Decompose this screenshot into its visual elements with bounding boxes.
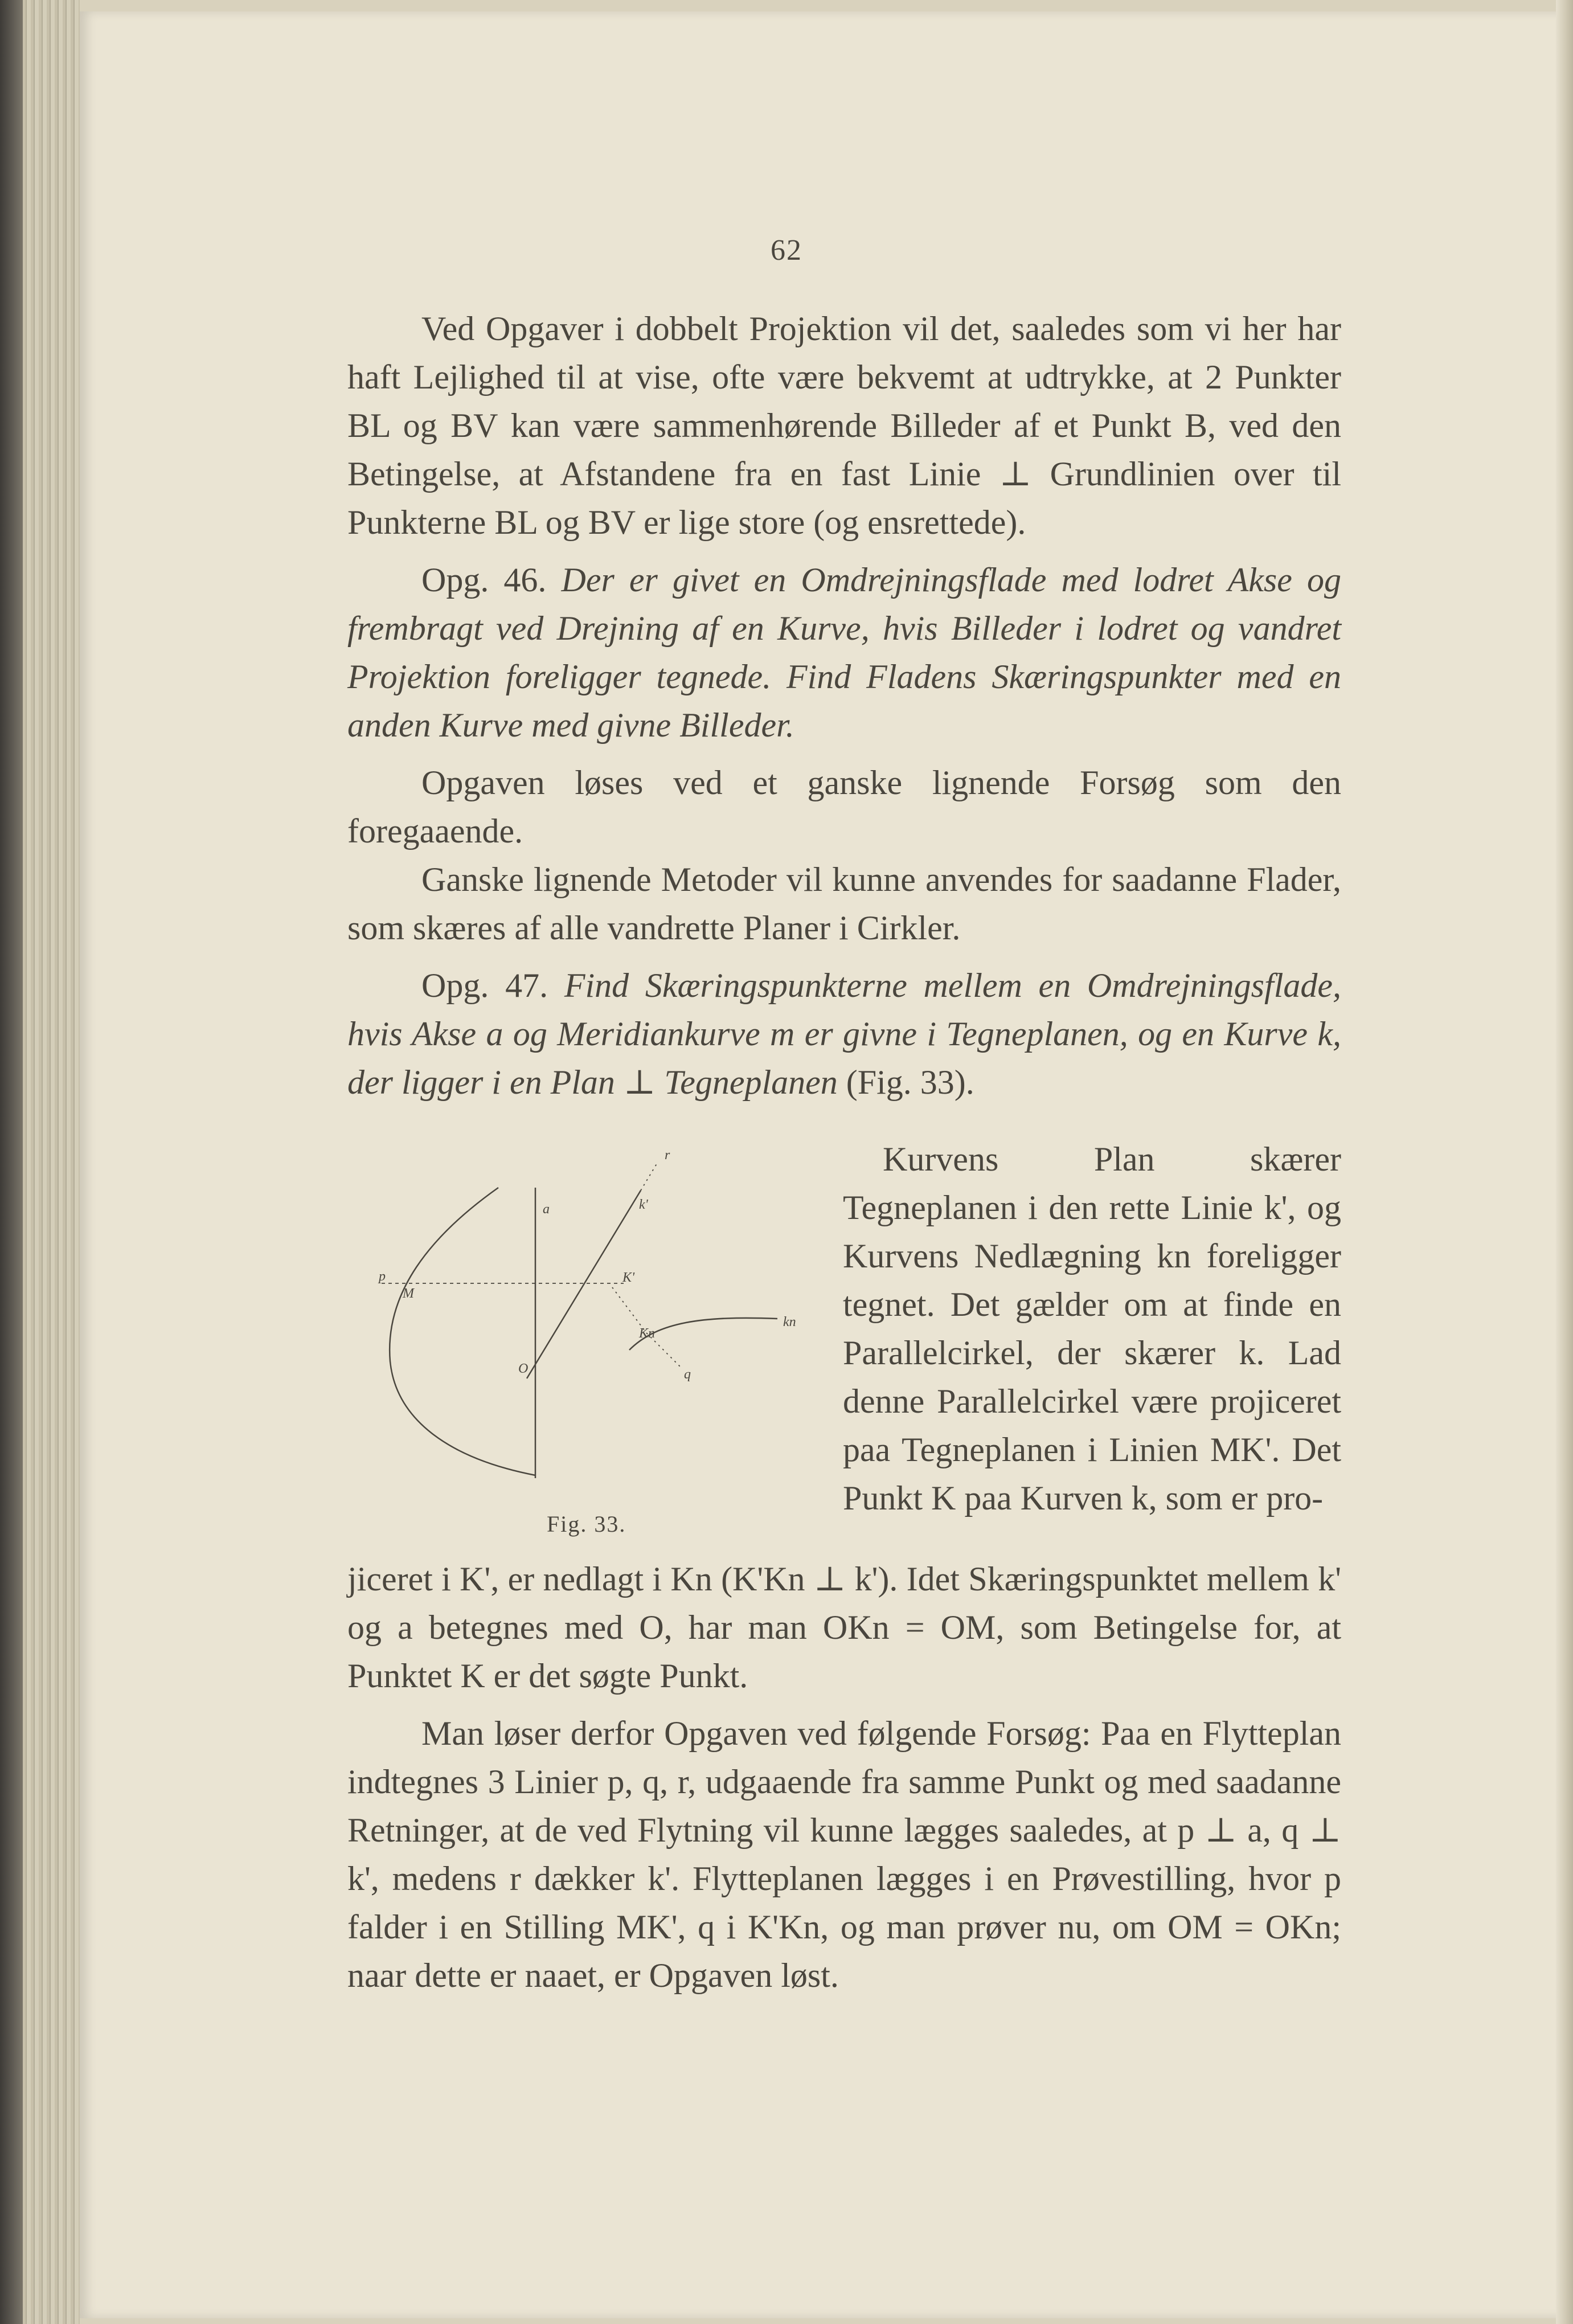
lower-text-block [347,1555,1341,2000]
label-k-n: kn [783,1315,796,1329]
book-binding [0,0,23,2324]
continuation-paragraph: jiceret i K', er nedlagt i Kn (K'Kn ⊥ k'). Idet Skæringspunktet mellem k' og a betegnes med O, har man OKn = OM, som Betingelse for, at Punktet K er det søgte Punkt. [347,1560,1341,1695]
label-k-prime: k' [639,1197,648,1212]
exercise-46 [347,556,1341,750]
figure-33 [362,1145,817,1555]
label-K-prime: K' [622,1270,635,1285]
exercise-47-figure-ref: (Fig. 33). [846,1063,974,1101]
line-r [641,1162,658,1190]
exercise-47 [347,961,1341,1107]
label-r: r [665,1148,670,1163]
exercise-47-text: Find Skæringspunkterne mellem en Omdrejningsflade, hvis Akse a og Meridiankurve m er givne i Tegneplanen, og en Kurve k, der ligger i en Plan ⊥ Tegneplanen [347,967,1342,1101]
label-M: M [403,1286,414,1301]
label-a: a [543,1202,550,1217]
label-K-n: Kn [639,1326,656,1341]
exercise-46-text: Der er givet en Omdrejningsflade med lodret Akse og frembragt ved Drejning af en Kurve, hvis Billeder i lodret og vandret Projektion foreligger tegnede. Find Fladens Skæringspunkter med en anden Kurve med givne Billeder. [347,561,1341,744]
side-paragraph: Kurvens Plan skærer Tegneplanen i den rette Linie k', og Kurvens Nedlægning kn foreligger tegnet. Det gælder om at finde en Parallelcirkel, der skærer k. Lad denne Parallelcirkel være projiceret paa Tegneplanen i Linien MK'. Det Punkt K paa Kurven k, som er pro- [843,1140,1341,1517]
figure-33-drawing [362,1145,817,1555]
side-text-block [843,1135,1341,1523]
upper-text-block [347,305,1341,1107]
intro-paragraph: Ved Opgaver i dobbelt Projektion vil det, saaledes som vi her har haft Lejlighed til at vise, ofte være bekvemt at udtrykke, at 2 Punkter BL og BV kan være sammenhørende Billeder af et Punkt B, ved den Betingelse, at Afstandene fra en fast Linie ⊥ Grundlinien over til Punkterne BL og BV er lige store (og ensrettede). [347,310,1341,541]
methods-paragraph: Ganske lignende Metoder vil kunne anvendes for saadanne Flader, som skæres af alle vandrette Planer i Cirkler. [347,861,1341,947]
page-right-edge [1556,0,1573,2324]
page-number: 62 [771,234,802,267]
label-q: q [684,1367,691,1382]
label-p: p [379,1269,386,1284]
solution-paragraph: Opgaven løses ved et ganske lignende Forsøg som den foregaaende. [347,764,1341,850]
exercise-46-label: Opg. 46. [421,561,547,599]
figure-caption: Fig. 33. [547,1511,626,1537]
meridian-curve [390,1188,535,1475]
page-stack-edge [23,0,80,2324]
label-O: O [518,1361,529,1376]
method-paragraph: Man løser derfor Opgaven ved følgende Forsøg: Paa en Flytteplan indtegnes 3 Linier p, q, r, udgaaende fra samme Punkt og med saadanne Retninger, at de ved Flytning vil kunne lægges saaledes, at p ⊥ a, q ⊥ k', medens r dækker k'. Flytteplanen lægges i en Prøvestilling, hvor p falder i en Stilling MK', q i K'Kn, og man prøver nu, om OM = OKn; naar dette er naaet, er Opgaven løst. [347,1715,1341,1994]
exercise-47-label: Opg. 47. [421,967,548,1004]
